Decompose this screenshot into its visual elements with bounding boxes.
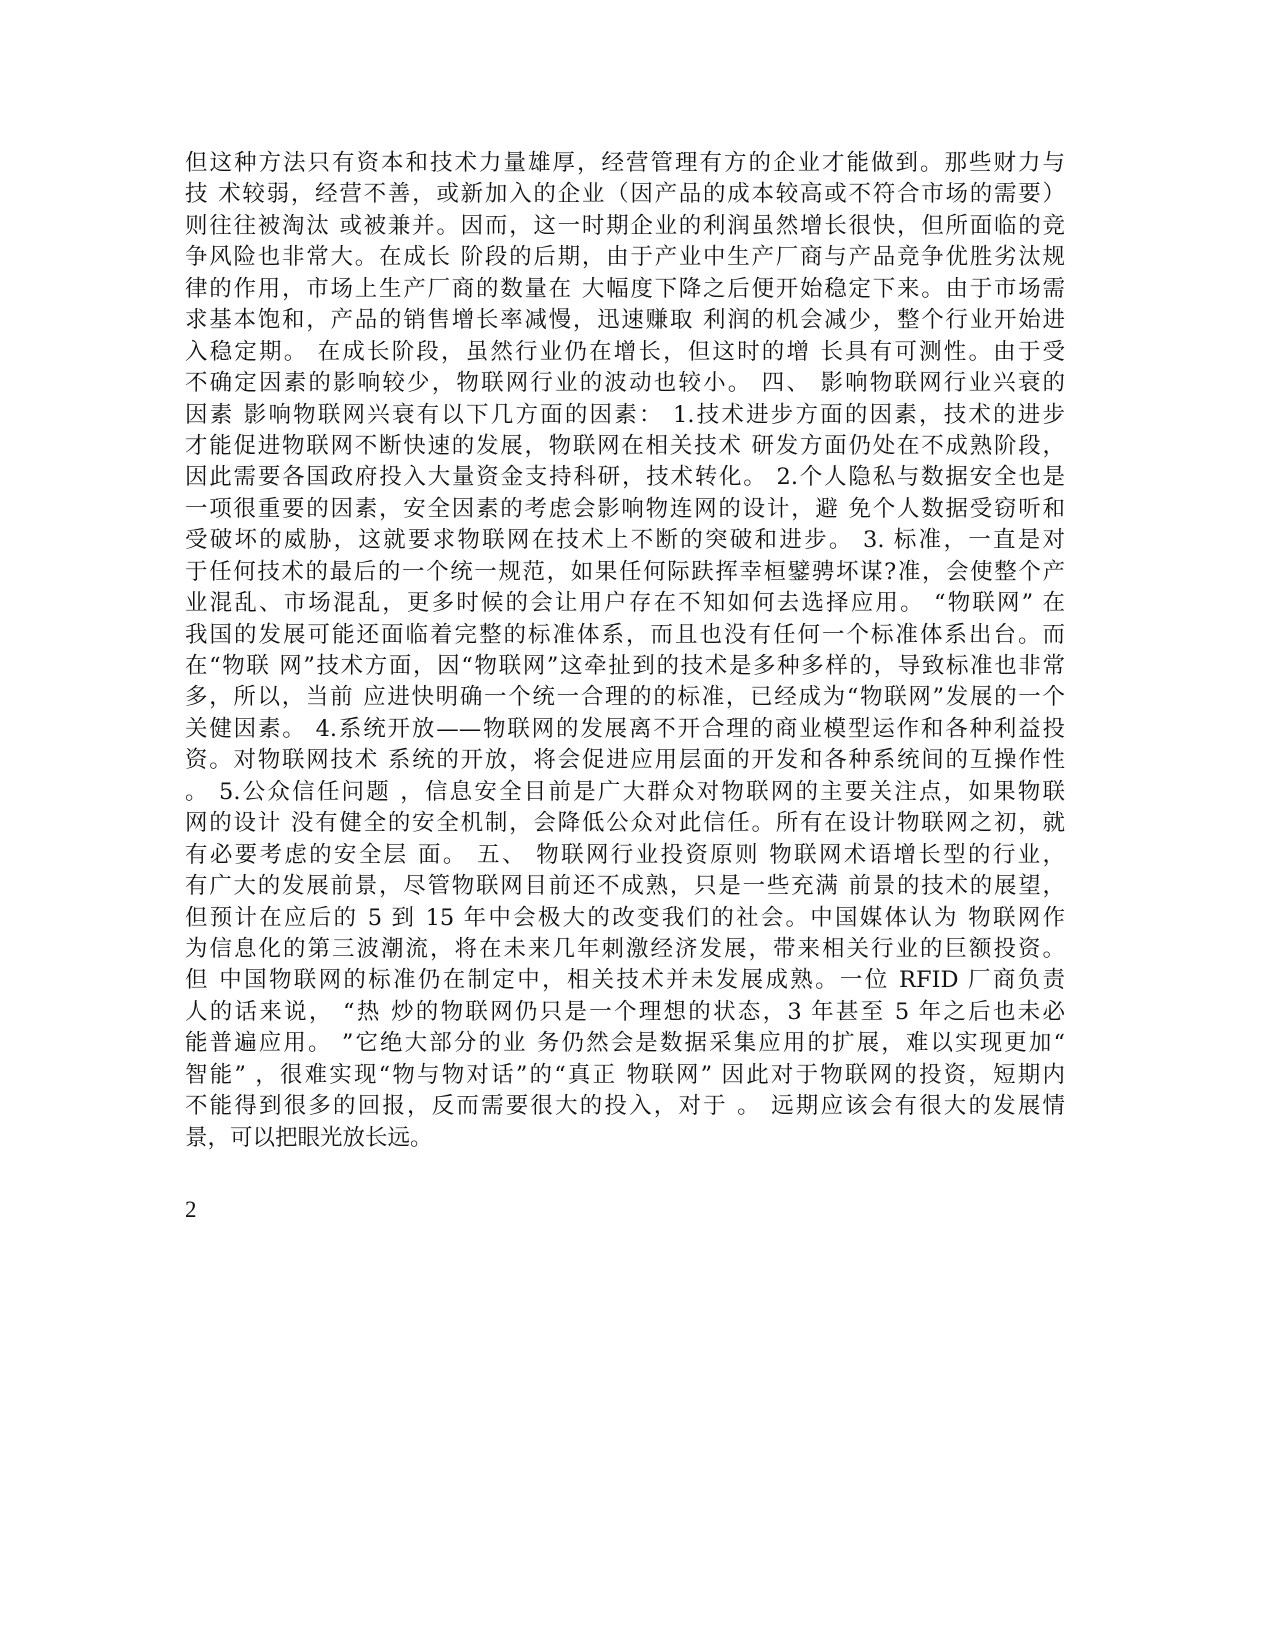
text-line: 网的设计 没有健全的安全机制，会降低公众对此信任。所有在设计物联网之初，就: [185, 810, 1065, 837]
text-line: 为信息化的第三波潮流，将在未来几年刺激经济发展，带来相关行业的巨额投资。: [185, 935, 1065, 962]
text-line: 入稳定期。 在成长阶段，虽然行业仍在增长，但这时的增 长具有可测性。由于受: [185, 338, 1065, 365]
text-line: 才能促进物联网不断快速的发展，物联网在相关技术 研发方面仍处在不成熟阶段，: [185, 432, 1065, 459]
text-line: 。 5.公众信任问题 ，信息安全目前是广大群众对物联网的主要关注点，如果物联: [185, 778, 1065, 805]
text-line: 有广大的发展前景，尽管物联网目前还不成熟，只是一些充满 前景的技术的展望，: [185, 873, 1065, 900]
text-line: 有必要考虑的安全层 面。 五、 物联网行业投资原则 物联网术语增长型的行业，: [185, 841, 1065, 868]
text-line: 则往往被淘汰 或被兼并。因而，这一时期企业的利润虽然增长很快，但所面临的竞: [185, 212, 1065, 239]
text-line: 能普遍应用。 ”它绝大部分的业 务仍然会是数据采集应用的扩展，难以实现更加“: [185, 1030, 1065, 1057]
text-line: 律的作用，市场上生产厂商的数量在 大幅度下降之后便开始稳定下来。由于市场需: [185, 275, 1065, 302]
text-line: 资。对物联网技术 系统的开放，将会促进应用层面的开发和各种系统间的互操作性: [185, 747, 1065, 774]
text-line: 业混乱、市场混乱，更多时候的会让用户存在不知如何去选择应用。 “物联网” 在: [185, 590, 1065, 617]
text-line: 但 中国物联网的标准仍在制定中，相关技术并未发展成熟。一位 RFID 厂商负责: [185, 967, 1065, 994]
text-line: 争风险也非常大。在成长 阶段的后期，由于产业中生产厂商与产品竞争优胜劣汰规: [185, 244, 1065, 271]
text-line: 因此需要各国政府投入大量资金支持科研，技术转化。 2.个人隐私与数据安全也是: [185, 464, 1065, 491]
text-line: 人的话来说， “热 炒的物联网仍只是一个理想的状态，3 年甚至 5 年之后也未必: [185, 998, 1065, 1025]
text-line: 技 术较弱，经营不善，或新加入的企业（因产品的成本较高或不符合市场的需要）: [185, 181, 1065, 208]
page-number: 2: [185, 1197, 197, 1222]
text-line: 景，可以把眼光放长远。: [185, 1124, 433, 1151]
text-line: 关健因素。 4.系统开放——物联网的发展离不开合理的商业模型运作和各种利益投: [185, 715, 1065, 742]
text-line: 智能” ，很难实现“物与物对话”的“真正 物联网” 因此对于物联网的投资，短期内: [185, 1061, 1065, 1088]
text-line: 受破坏的威胁，这就要求物联网在技术上不断的突破和进步。 3. 标准，一直是对: [185, 527, 1065, 554]
text-line: 因素 影响物联网兴衰有以下几方面的因素： 1.技术进步方面的因素，技术的进步: [185, 401, 1065, 428]
text-line: 但预计在应后的 5 到 15 年中会极大的改变我们的社会。中国媒体认为 物联网作: [185, 904, 1065, 931]
text-line: 一项很重要的因素，安全因素的考虑会影响物连网的设计，避 免个人数据受窃听和: [185, 495, 1065, 522]
body-paragraph: [185, 148, 1065, 1154]
text-line: 不能得到很多的回报，反而需要很大的投入，对于 。 远期应该会有很大的发展情: [185, 1093, 1065, 1120]
text-line: 但这种方法只有资本和技术力量雄厚，经营管理有方的企业才能做到。那些财力与: [185, 150, 1065, 176]
text-line: 多，所以，当前 应进快明确一个统一合理的的标准，已经成为“物联网”发展的一个: [185, 684, 1065, 711]
text-line: 求基本饱和，产品的销售增长率减慢，迅速赚取 利润的机会减少，整个行业开始进: [185, 307, 1065, 334]
text-line: 我国的发展可能还面临着完整的标准体系，而且也没有任何一个标准体系出台。而: [185, 621, 1065, 648]
text-line: 在“物联 网”技术方面，因“物联网”这牵扯到的技术是多种多样的，导致标准也非常: [185, 653, 1065, 679]
text-line: 于任何技术的最后的一个统一规范，如果任何际趺挥幸桓鐾骋坏谋?准，会使整个产: [185, 558, 1065, 585]
text-line: 不确定因素的影响较少，物联网行业的波动也较小。 四、 影响物联网行业兴衰的: [185, 370, 1065, 397]
